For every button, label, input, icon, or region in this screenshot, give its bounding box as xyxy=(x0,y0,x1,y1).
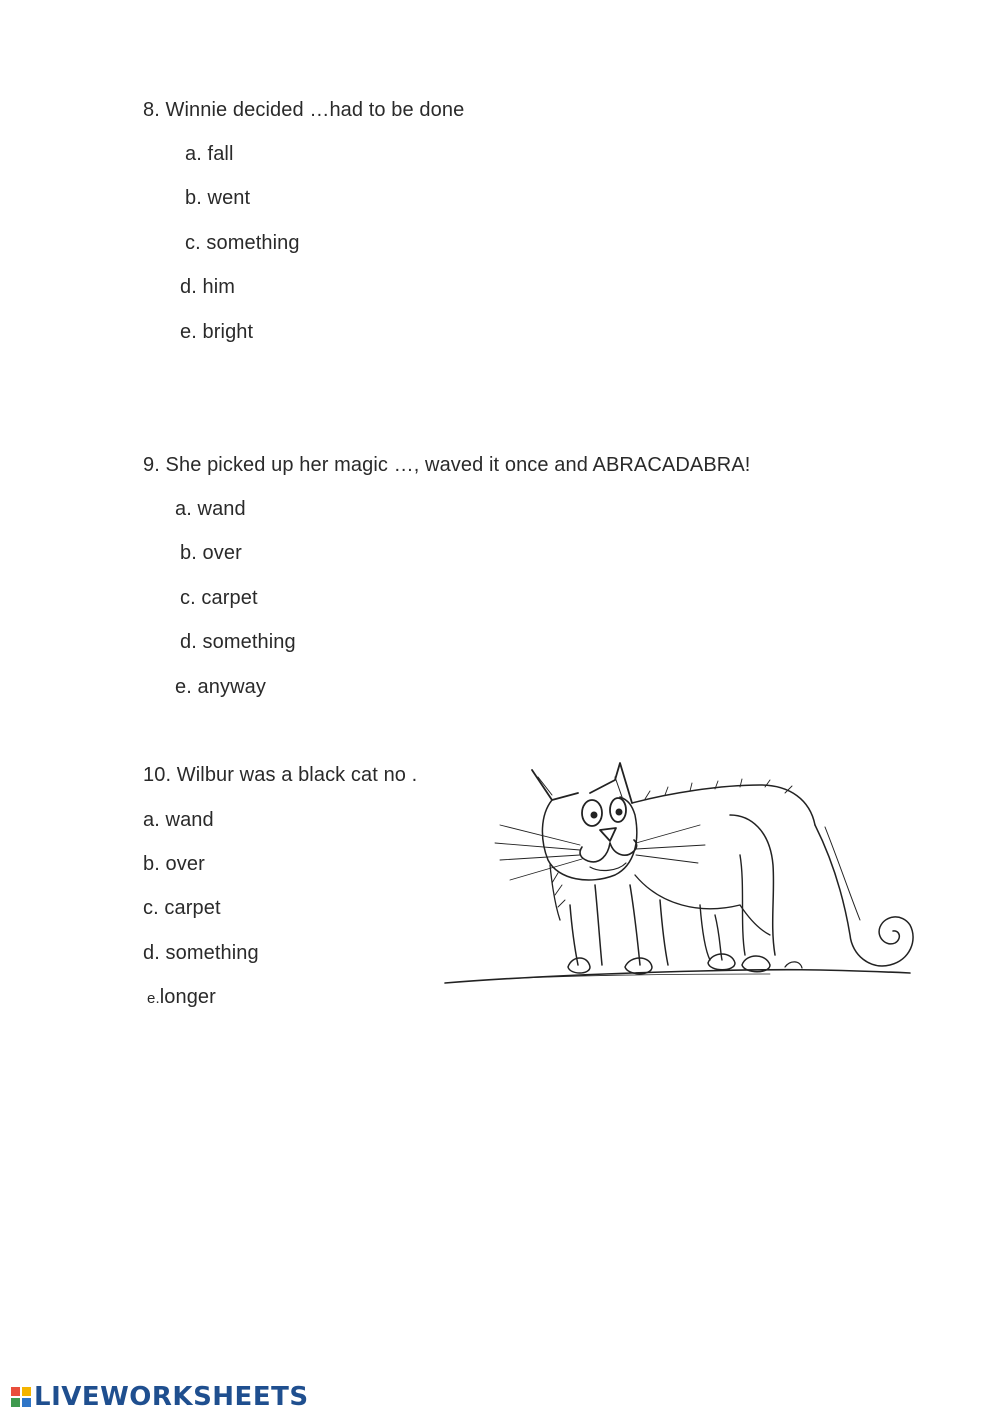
liveworksheets-logo xyxy=(10,1380,309,1414)
liveworksheets-logo-text: LIVEWORKSHEETS xyxy=(34,1382,309,1412)
question-8-option-c: c. something xyxy=(185,232,300,254)
question-8-option-b: b. went xyxy=(185,187,251,209)
question-8-option-d: d. him xyxy=(180,276,236,298)
question-10-option-c: c. carpet xyxy=(143,897,221,919)
question-9-prompt: 9. She picked up her magic …, waved it once and ABRACADABRA! xyxy=(143,454,751,476)
question-8-option-e: e. bright xyxy=(180,321,254,343)
question-8-prompt: 8. Winnie decided …had to be done xyxy=(143,99,465,121)
question-10-option-a: a. wand xyxy=(143,809,214,831)
question-9-option-b: b. over xyxy=(180,542,242,564)
liveworksheets-logo-icon xyxy=(10,1385,32,1409)
question-10-option-d: d. something xyxy=(143,942,259,964)
question-10-prompt: 10. Wilbur was a black cat no . xyxy=(143,764,418,786)
question-8-option-a: a. fall xyxy=(185,143,234,165)
question-10-option-b: b. over xyxy=(143,853,205,875)
question-9-option-a: a. wand xyxy=(175,498,246,520)
question-9-option-c: c. carpet xyxy=(180,587,258,609)
cat-illustration-icon xyxy=(440,755,925,1000)
question-10-option-e-text: longer xyxy=(159,986,216,1008)
question-10-option-e xyxy=(147,985,216,1011)
question-9-option-d: d. something xyxy=(180,631,296,653)
question-9-option-e: e. anyway xyxy=(175,676,266,698)
question-10-option-e-letter: e. xyxy=(147,990,160,1007)
